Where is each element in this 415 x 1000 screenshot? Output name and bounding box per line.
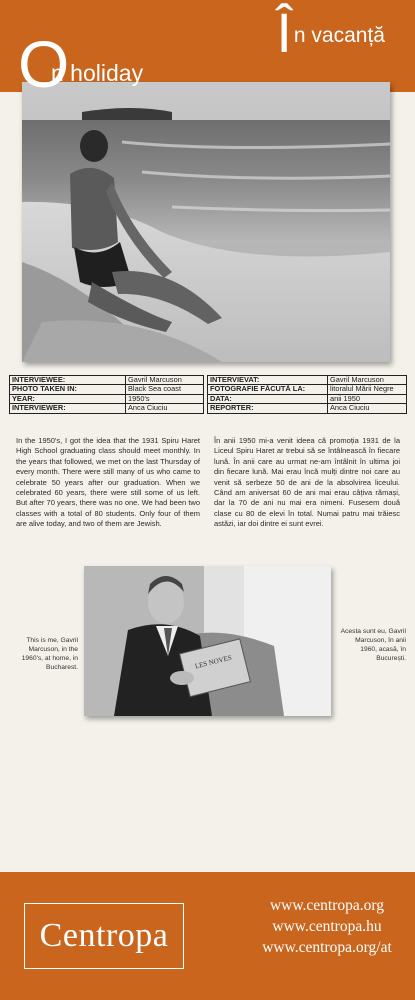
centropa-logo bbox=[24, 903, 184, 969]
info-key: FOTOGRAFIE FĂCUTĂ LA: bbox=[208, 385, 328, 394]
story-text-romanian: În anii 1950 mi-a venit ideea că promoția 1931 de la Liceul Spiru Haret ar trebui să se întâlnească în fiecare lună. În anii care au urmat ne-am întâlnit în ultima joi din fiecare lună. Mai erau încă mulți dintre noi care au venit să serbeze 50 de ani de la absolvirea liceului. Când am aniversat 60 de ani mai erau câțiva rămași, dar la 70 de ani nu mai era nimeni. Fusesem două clase cu 80 de elevi în total. Numai patru mai trăiesc astăzi, iar doi dintre ei sunt evrei. bbox=[214, 436, 400, 529]
title-english bbox=[18, 27, 144, 101]
info-value: Anca Ciuciu bbox=[126, 404, 204, 413]
info-value: 1950's bbox=[126, 394, 204, 403]
info-table-english bbox=[9, 375, 204, 414]
link-centropa-hu[interactable]: www.centropa.hu bbox=[272, 918, 382, 935]
beach-photo-image bbox=[22, 82, 390, 362]
photo-caption-english: This is me, Gavril Marcuson, in the 1960's, at home, in Bucharest. bbox=[21, 637, 78, 671]
info-key: PHOTO TAKEN IN: bbox=[10, 385, 126, 394]
table-row bbox=[10, 404, 204, 413]
link-centropa-org[interactable]: www.centropa.org bbox=[269, 897, 385, 914]
info-value: Gavril Marcuson bbox=[126, 376, 204, 385]
title-romanian-rest: n vacanță bbox=[293, 24, 385, 47]
table-row bbox=[10, 385, 204, 394]
portrait-photo-image bbox=[84, 566, 331, 716]
title-romanian-initial: Î bbox=[276, 1, 292, 64]
info-value: litoralul Mării Negre bbox=[328, 385, 407, 394]
info-value: Gavril Marcuson bbox=[328, 376, 407, 385]
info-value: Anca Ciuciu bbox=[328, 404, 407, 413]
footer-links bbox=[244, 895, 410, 958]
beach-photo bbox=[22, 82, 390, 362]
logo-text: Centropa bbox=[39, 917, 169, 954]
info-value: anii 1950 bbox=[328, 394, 407, 403]
info-key: DATA: bbox=[208, 394, 328, 403]
title-english-rest: n holiday bbox=[51, 60, 144, 86]
book-title: LES NOVES bbox=[194, 653, 233, 671]
info-key: INTERVIEWER: bbox=[10, 404, 126, 413]
info-key: YEAR: bbox=[10, 394, 126, 403]
info-value: Black Sea coast bbox=[126, 385, 204, 394]
title-english-initial: O bbox=[18, 27, 68, 101]
table-row bbox=[208, 385, 407, 394]
story-text-english: In the 1950's, I got the idea that the 1931 Spiru Haret High School graduating class should meet monthly. In the years that followed, we met on the last Thursday of every month. There were still many of us who came to celebrate 50 years after our graduation. When we celebrated 60 years, there were still some of us left. But after 70 years, there was no one. We had been two classes with a total of 80 students. Only four of them are alive today, and two of them are Jewish. bbox=[16, 436, 200, 529]
portrait-photo bbox=[84, 566, 331, 716]
title-romanian bbox=[276, 2, 385, 64]
table-row bbox=[208, 404, 407, 413]
info-key: REPORTER: bbox=[208, 404, 328, 413]
photo-caption-romanian: Acesta sunt eu, Gavril Marcuson, în anii 1960, acasă, în București. bbox=[340, 628, 406, 662]
info-key: INTERVIEVAT: bbox=[208, 376, 328, 385]
link-centropa-at[interactable]: www.centropa.org/at bbox=[262, 939, 392, 956]
info-table-romanian bbox=[207, 375, 407, 414]
info-key: INTERVIEWEE: bbox=[10, 376, 126, 385]
